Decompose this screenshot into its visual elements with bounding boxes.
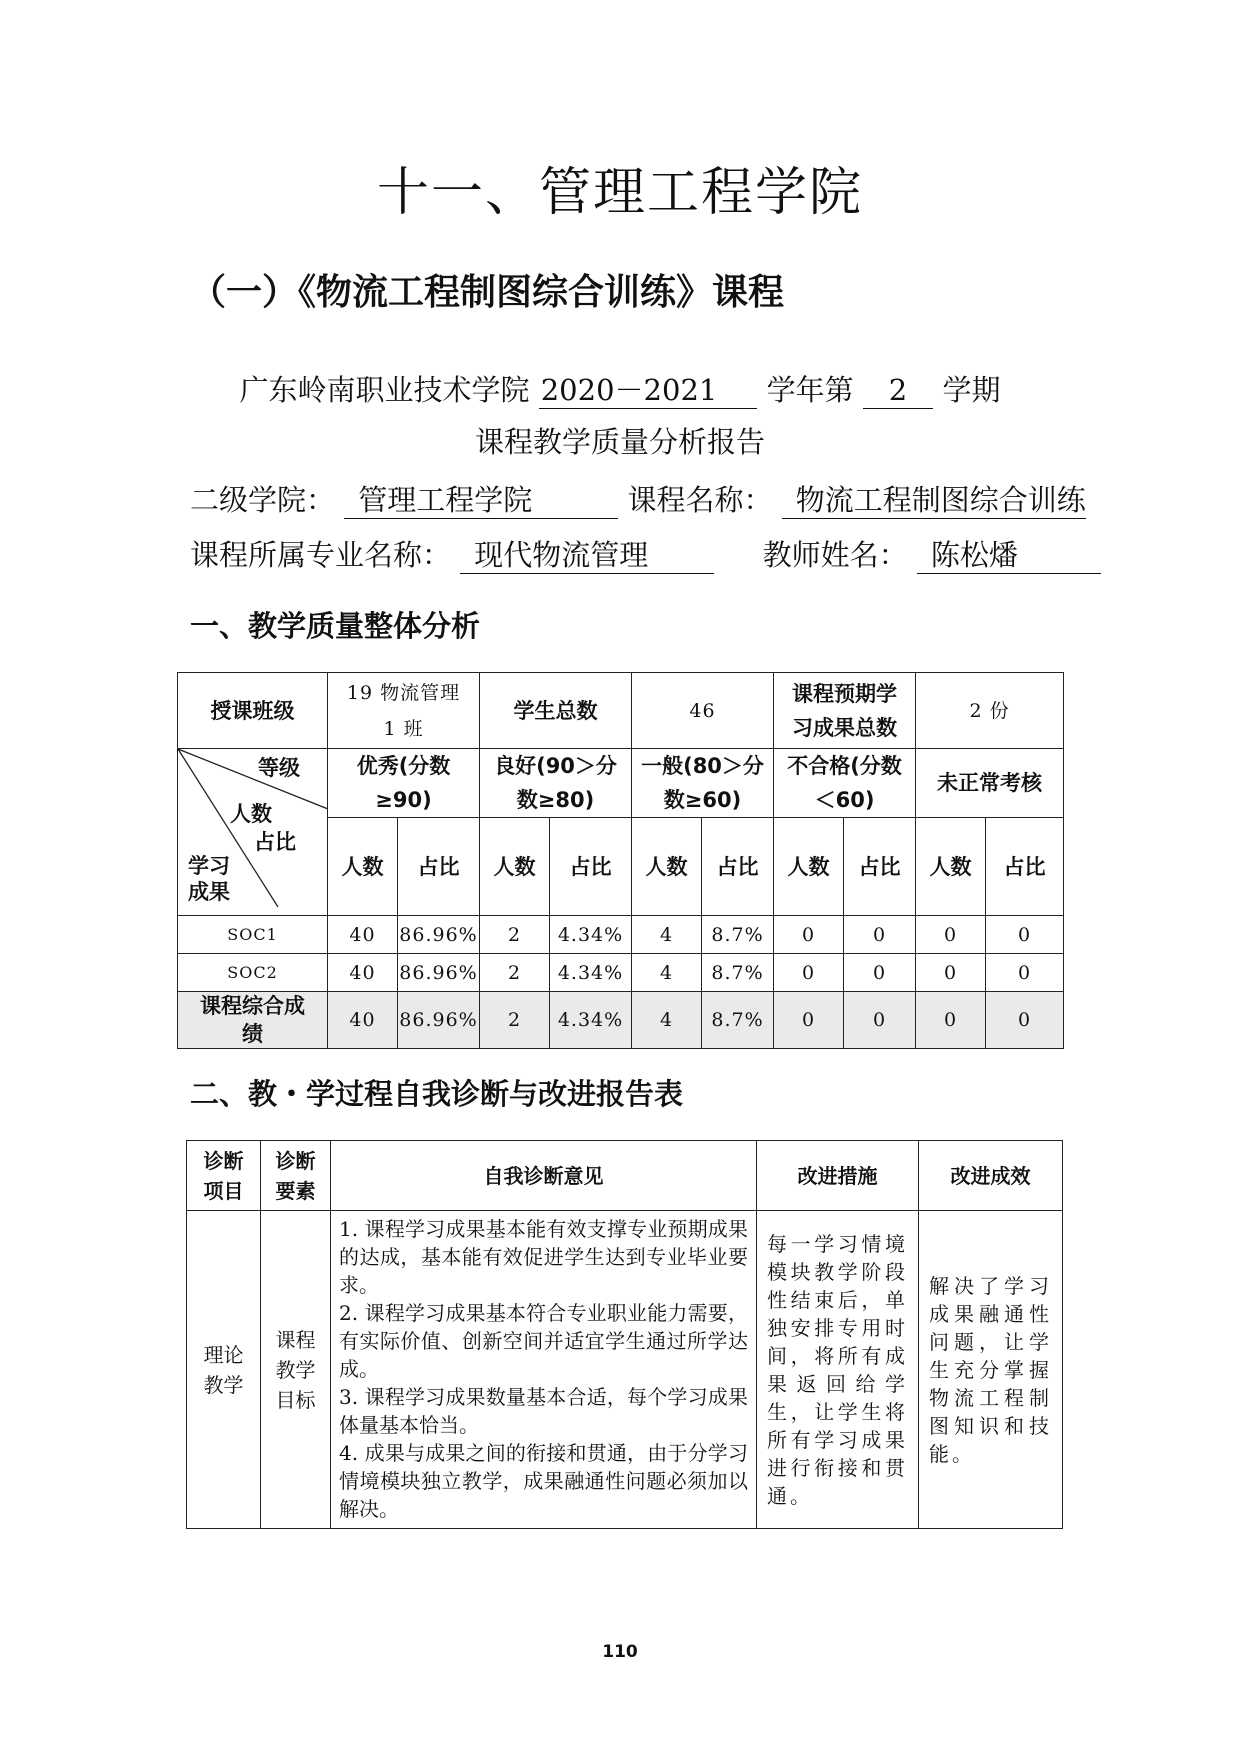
sub-header: 人数 — [916, 818, 986, 916]
table-row — [178, 673, 1064, 749]
header-self-diagnosis: 自我诊断意见 — [331, 1141, 757, 1211]
outcomes-label: 课程预期学习成果总数 — [774, 673, 916, 749]
diagonal-header-cell — [178, 749, 328, 916]
table-cell: 0 — [774, 992, 844, 1049]
course-heading: （一）《物流工程制图综合训练》课程 — [190, 272, 785, 313]
table-cell: 0 — [844, 916, 916, 954]
opinion-item: 2. 课程学习成果基本符合专业职业能力需要，有实际价值、创新空间并适宜学生通过所学达成。 — [339, 1301, 748, 1381]
sub-header: 占比 — [398, 818, 480, 916]
class-label: 授课班级 — [178, 673, 328, 749]
row-label: 课程综合成绩 — [178, 992, 328, 1049]
header-improvement-effects: 改进成效 — [919, 1141, 1063, 1211]
sub-header: 占比 — [844, 818, 916, 916]
table-cell: 8.7% — [702, 916, 774, 954]
sub-header: 人数 — [774, 818, 844, 916]
sub-header: 人数 — [480, 818, 550, 916]
academic-year: 2020－2021 — [539, 372, 758, 409]
table-cell: 0 — [916, 954, 986, 992]
table-cell: 4 — [632, 954, 702, 992]
table-cell: 0 — [774, 916, 844, 954]
major-value: 现代物流管理 — [460, 537, 714, 574]
sub-header: 人数 — [328, 818, 398, 916]
table-cell: 86.96% — [398, 954, 480, 992]
table-cell: 40 — [328, 916, 398, 954]
report-term-line — [0, 368, 1240, 412]
table-cell: 2 — [480, 954, 550, 992]
row-label: SOC1 — [178, 916, 328, 954]
outcomes-value: 2 份 — [916, 673, 1064, 749]
table-cell: 0 — [916, 992, 986, 1049]
course-value: 物流工程制图综合训练 — [782, 482, 1086, 519]
row-label: SOC2 — [178, 954, 328, 992]
table-row — [178, 916, 1064, 954]
table-cell: 86.96% — [398, 916, 480, 954]
table-row — [178, 954, 1064, 992]
grade-header: 优秀(分数≥90) — [328, 749, 480, 818]
diag-outcome-label-2: 成果 — [188, 880, 230, 904]
year-suffix: 学年第 — [766, 373, 854, 407]
grade-header: 不合格(分数＜60) — [774, 749, 916, 818]
table-cell: 0 — [986, 992, 1064, 1049]
table-cell: 40 — [328, 992, 398, 1049]
table-cell: 2 — [480, 992, 550, 1049]
diag-grade-label: 等级 — [258, 756, 300, 780]
table-cell: 2 — [480, 916, 550, 954]
students-label: 学生总数 — [480, 673, 632, 749]
diagnosis-report-table — [186, 1140, 1063, 1529]
table-cell: 86.96% — [398, 992, 480, 1049]
table-cell: 4.34% — [550, 992, 632, 1049]
page-number: 110 — [602, 1642, 638, 1662]
table-cell: 0 — [986, 954, 1064, 992]
major-label: 课程所属专业名称： — [190, 538, 452, 572]
diagnosis-item: 理论教学 — [187, 1211, 261, 1529]
table-cell: 8.7% — [702, 992, 774, 1049]
grade-header: 一般(80＞分数≥60) — [632, 749, 774, 818]
grade-header: 良好(90＞分数≥80) — [480, 749, 632, 818]
table-cell: 4.34% — [550, 916, 632, 954]
college-value: 管理工程学院 — [344, 482, 618, 519]
table-row — [178, 749, 1064, 818]
table-cell: 4 — [632, 916, 702, 954]
diagnosis-element: 课程教学目标 — [261, 1211, 331, 1529]
table-row — [178, 992, 1064, 1049]
sub-header: 占比 — [550, 818, 632, 916]
improvement-measures: 每一学习情境模块教学阶段性结束后，单独安排专用时间，将所有成果返回给学生，让学生将所有学习成果进行衔接和贯通。 — [757, 1211, 919, 1529]
header-diagnosis-element: 诊断要素 — [261, 1141, 331, 1211]
table-cell: 0 — [916, 916, 986, 954]
chapter-title: 十一、管理工程学院 — [376, 163, 863, 223]
self-diagnosis-opinions — [331, 1211, 757, 1529]
table-cell: 0 — [774, 954, 844, 992]
diag-ratio-label: 占比 — [254, 830, 296, 854]
improvement-effects: 解决了学习成果融通性问题，让学生充分掌握物流工程制图知识和技能。 — [919, 1211, 1063, 1529]
table-cell: 0 — [844, 992, 916, 1049]
course-label: 课程名称： — [627, 483, 773, 517]
info-line-major — [190, 533, 1101, 577]
college-label: 二级学院： — [190, 483, 336, 517]
table-cell: 4 — [632, 992, 702, 1049]
teacher-value: 陈松燔 — [917, 537, 1101, 574]
table-cell: 8.7% — [702, 954, 774, 992]
class-value: 19 物流管理 1 班 — [328, 673, 480, 749]
table-row — [187, 1141, 1063, 1211]
table-cell: 0 — [844, 954, 916, 992]
students-value: 46 — [632, 673, 774, 749]
opinion-item: 3. 课程学习成果数量基本合适，每个学习成果体量基本恰当。 — [339, 1385, 748, 1437]
report-title: 课程教学质量分析报告 — [474, 425, 765, 459]
term-suffix: 学期 — [942, 373, 1001, 407]
header-diagnosis-item: 诊断项目 — [187, 1141, 261, 1211]
section2-title: 二、教・学过程自我诊断与改进报告表 — [190, 1077, 684, 1111]
info-line-college — [190, 478, 1086, 522]
quality-analysis-table — [177, 672, 1064, 1049]
sub-header: 占比 — [986, 818, 1064, 916]
term-number: 2 — [863, 372, 933, 409]
section1-title: 一、教学质量整体分析 — [190, 609, 481, 643]
header-improvement-measures: 改进措施 — [757, 1141, 919, 1211]
diag-people-label: 人数 — [230, 802, 272, 826]
sub-header: 人数 — [632, 818, 702, 916]
sub-header: 占比 — [702, 818, 774, 916]
table-cell: 40 — [328, 954, 398, 992]
table-cell: 0 — [986, 916, 1064, 954]
table-cell: 4.34% — [550, 954, 632, 992]
grade-header: 未正常考核 — [916, 749, 1064, 818]
opinion-item: 1. 课程学习成果基本能有效支撑专业预期成果的达成，基本能有效促进学生达到专业毕业要求。 — [339, 1217, 748, 1297]
diag-outcome-label-1: 学习 — [188, 854, 230, 878]
teacher-label: 教师姓名： — [762, 538, 908, 572]
opinion-item: 4. 成果与成果之间的衔接和贯通，由于分学习情境模块独立教学，成果融通性问题必须加以解决。 — [339, 1441, 748, 1521]
school-name: 广东岭南职业技术学院 — [239, 373, 530, 407]
table-row — [187, 1211, 1063, 1529]
